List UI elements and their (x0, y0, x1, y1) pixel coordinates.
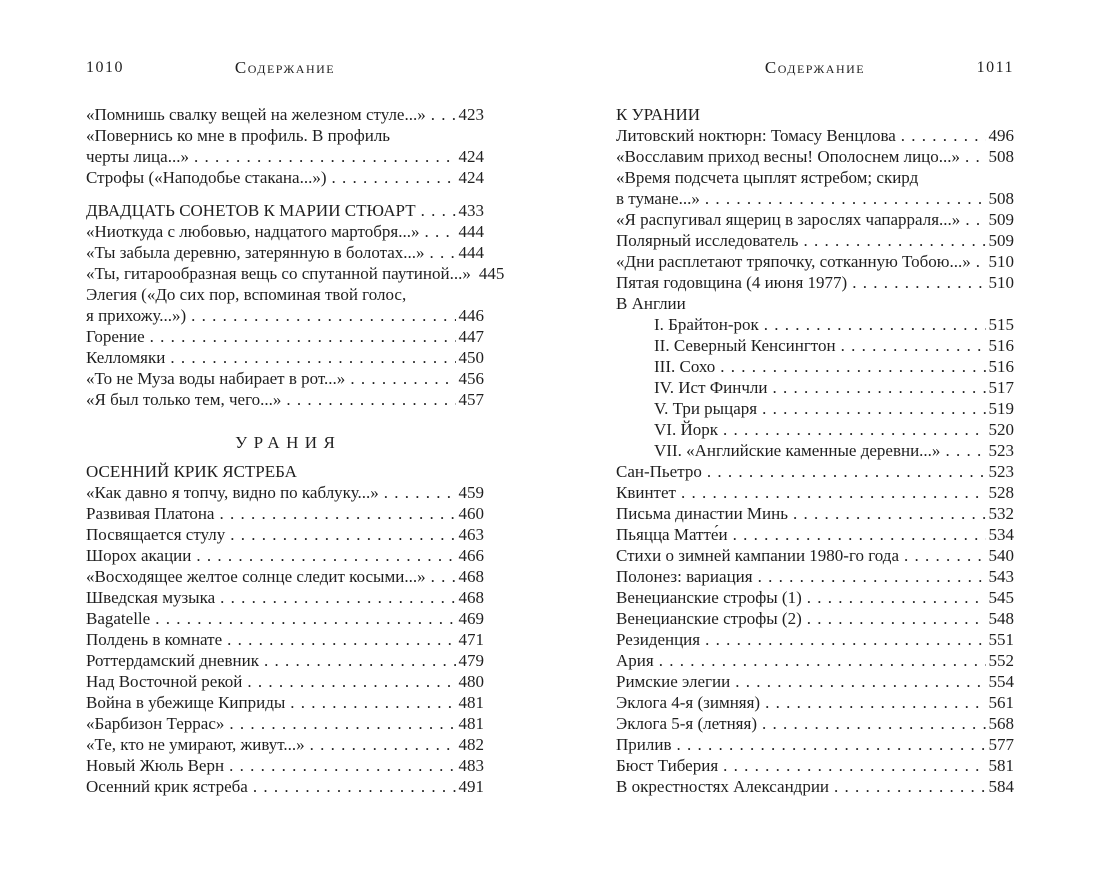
toc-entry (86, 671, 484, 692)
toc-entry-title: Элегия («До сих пор, вспоминая твой голос, (86, 285, 407, 304)
toc-entry (616, 650, 1014, 671)
toc-entry-title: Сан-Пьетро (616, 462, 702, 481)
toc-entry-title: «Барбизон Террас» (86, 714, 225, 733)
dot-leader (253, 776, 456, 797)
toc-entry-page: 444 (458, 243, 484, 262)
toc-entry (86, 776, 484, 797)
toc-entry-title: Полярный исследователь (616, 231, 799, 250)
dot-leader (194, 146, 456, 167)
toc-entry-title: Ария (616, 651, 654, 670)
toc-entry-page: 481 (458, 693, 484, 712)
toc-entry-page: 528 (988, 483, 1014, 502)
toc-entry-title: я прихожу...») (86, 306, 187, 325)
toc-entry-page: 543 (988, 567, 1014, 586)
dot-leader (431, 104, 456, 125)
running-head-left: Содержание (234, 58, 336, 77)
dot-leader (286, 389, 455, 410)
toc-entry-page: 471 (458, 630, 484, 649)
toc-entry-title: «Время подсчета цыплят ястребом; скирд (616, 168, 919, 187)
toc-entry (616, 398, 1014, 419)
toc-entry-page: 517 (988, 378, 1014, 397)
dot-leader (290, 692, 455, 713)
toc-entry-page: 482 (458, 735, 484, 754)
dot-leader (707, 461, 986, 482)
toc-entry-page: 491 (458, 777, 484, 796)
dot-leader (945, 440, 985, 461)
toc-entry (616, 692, 1014, 713)
toc-entry (616, 314, 1014, 335)
toc-entry-page: 523 (988, 462, 1014, 481)
toc-entry (616, 125, 1014, 146)
dot-leader (762, 398, 985, 419)
toc-entry (616, 566, 1014, 587)
toc-entry (616, 503, 1014, 524)
toc-entry-page: 516 (988, 336, 1014, 355)
dot-leader (762, 713, 986, 734)
dot-leader (155, 608, 455, 629)
toc-entry (86, 125, 484, 146)
toc-entry (86, 755, 484, 776)
dot-leader (904, 545, 985, 566)
toc-entry-title: Пятая годовщина (4 июня 1977) (616, 273, 848, 292)
toc-entry-title: Полонез: вариация (616, 567, 753, 586)
toc-entry-title: Новый Жюль Верн (86, 756, 225, 775)
dot-leader (807, 587, 986, 608)
page-left (86, 56, 505, 880)
dot-leader (733, 524, 986, 545)
toc-entry (86, 167, 484, 188)
dot-leader (421, 200, 456, 221)
toc-entry-title: III. Сохо (654, 357, 716, 376)
dot-leader (720, 356, 985, 377)
toc-entry-page: 520 (988, 420, 1014, 439)
toc-entry (616, 734, 1014, 755)
toc-entry (86, 368, 484, 389)
toc-entry (616, 377, 1014, 398)
toc-entry-page: 483 (458, 756, 484, 775)
toc-entry (616, 713, 1014, 734)
toc-entry-page: 463 (458, 525, 484, 544)
toc-entry-page: 510 (988, 273, 1014, 292)
dot-leader (841, 335, 986, 356)
toc-entry (86, 608, 484, 629)
toc-entry-title: В окрестностях Александрии (616, 777, 830, 796)
toc-entry (86, 104, 484, 125)
toc-entry-title: Келломяки (86, 348, 166, 367)
dot-leader (264, 650, 456, 671)
toc-entry (616, 251, 1014, 272)
dot-leader (705, 188, 986, 209)
toc-entry (616, 545, 1014, 566)
toc-entry-title: ДВАДЦАТЬ СОНЕТОВ К МАРИИ СТЮАРТ (86, 201, 416, 220)
toc-entry-page: 554 (988, 672, 1014, 691)
dot-leader (705, 629, 985, 650)
toc-entry-title: V. Три рыцаря (654, 399, 758, 418)
dot-leader (331, 167, 455, 188)
toc-entry-page: 496 (988, 126, 1014, 145)
toc-entry (86, 566, 484, 587)
toc-entry (86, 200, 484, 221)
toc-entry-title: в тумане...» (616, 189, 700, 208)
toc-entry (86, 146, 484, 167)
toc-entry-page: 468 (458, 567, 484, 586)
dot-leader (723, 755, 985, 776)
toc-entry-page: 581 (988, 756, 1014, 775)
dot-leader (773, 377, 986, 398)
dot-leader (220, 587, 455, 608)
toc-entry-title: «Повернись ко мне в профиль. В профиль (86, 126, 391, 145)
toc-entry-title: «Ты забыла деревню, затерянную в болотах...» (86, 243, 425, 262)
part-heading: УРАНИЯ (235, 433, 342, 452)
toc-right (616, 104, 1014, 797)
toc-entry (616, 482, 1014, 503)
toc-entry (616, 419, 1014, 440)
toc-entry (616, 608, 1014, 629)
dot-leader (976, 251, 986, 272)
dot-leader (229, 713, 455, 734)
toc-entry-page: 515 (988, 315, 1014, 334)
toc-entry (86, 713, 484, 734)
toc-entry-page: 561 (988, 693, 1014, 712)
toc-entry-title: «Как давно я топчу, видно по каблуку...» (86, 483, 379, 502)
dot-leader (965, 146, 985, 167)
toc-entry-title: «Ты, гитарообразная вещь со спутанной паутиной...» (86, 264, 471, 283)
toc-entry (86, 734, 484, 755)
dot-leader (764, 314, 986, 335)
toc-entry-page: 447 (458, 327, 484, 346)
toc-entry-page: 450 (458, 348, 484, 367)
dot-leader (310, 734, 456, 755)
toc-entry-page: 445 (478, 264, 505, 283)
toc-entry-title: Венецианские строфы (1) (616, 588, 802, 607)
toc-entry-page: 508 (988, 189, 1014, 208)
toc-entry-title: Литовский ноктюрн: Томасу Венцлова (616, 126, 896, 145)
toc-entry-page: 552 (988, 651, 1014, 670)
toc-entry-page: 519 (988, 399, 1014, 418)
toc-entry-title: Стихи о зимней кампании 1980-го года (616, 546, 900, 565)
toc-entry-title: I. Брайтон-рок (654, 315, 759, 334)
toc-entry (616, 461, 1014, 482)
dot-leader (901, 125, 986, 146)
toc-entry-title: К УРАНИИ (616, 105, 701, 124)
toc-entry (616, 356, 1014, 377)
toc-entry-title: «Я был только тем, чего...» (86, 390, 282, 409)
toc-entry-page: 424 (458, 168, 484, 187)
toc-entry-title: Шведская музыка (86, 588, 216, 607)
toc-entry-title: Развивая Платона (86, 504, 215, 523)
toc-entry (86, 650, 484, 671)
toc-entry-title: Полдень в комнате (86, 630, 223, 649)
toc-entry (616, 755, 1014, 776)
toc-entry (86, 242, 484, 263)
dot-leader (430, 242, 456, 263)
dot-leader (659, 650, 986, 671)
toc-entry-page: 457 (458, 390, 484, 409)
toc-entry (616, 104, 1014, 125)
dot-leader (793, 503, 986, 524)
toc-left (86, 104, 505, 797)
dot-leader (758, 566, 986, 587)
toc-entry-page: 466 (458, 546, 484, 565)
toc-entry-page: 424 (458, 147, 484, 166)
toc-entry (616, 524, 1014, 545)
toc-entry (86, 389, 484, 410)
toc-entry (86, 263, 505, 284)
toc-entry-page: 480 (458, 672, 484, 691)
toc-entry (616, 629, 1014, 650)
page-number-right: 1011 (976, 59, 1014, 76)
toc-entry-title: Письма династии Минь (616, 504, 788, 523)
toc-entry-title: VII. «Английские каменные деревни...» (654, 441, 941, 460)
toc-entry-page: 532 (988, 504, 1014, 523)
dot-leader (384, 482, 456, 503)
dot-leader (219, 503, 455, 524)
dot-leader (227, 629, 455, 650)
toc-entry (616, 335, 1014, 356)
toc-entry-title: «То не Муза воды набирает в рот...» (86, 369, 346, 388)
toc-entry (616, 671, 1014, 692)
toc-entry (616, 272, 1014, 293)
toc-entry-title: VI. Йорк (654, 420, 718, 439)
dot-leader (150, 326, 456, 347)
toc-entry-title: «Те, кто не умирают, живут...» (86, 735, 305, 754)
toc-entry-page: 551 (988, 630, 1014, 649)
toc-entry (86, 587, 484, 608)
toc-entry (86, 482, 484, 503)
toc-entry-title: Осенний крик ястреба (86, 777, 248, 796)
toc-entry (616, 293, 1014, 314)
dot-leader (676, 734, 985, 755)
toc-entry-title: черты лица...» (86, 147, 189, 166)
toc-entry-page: 423 (458, 105, 484, 124)
toc-entry-page: 523 (988, 441, 1014, 460)
toc-entry (86, 692, 484, 713)
toc-entry (616, 587, 1014, 608)
dot-leader (350, 368, 455, 389)
toc-entry (616, 230, 1014, 251)
toc-entry (616, 188, 1014, 209)
dot-leader (852, 272, 985, 293)
dot-leader (431, 566, 456, 587)
dot-leader (765, 692, 985, 713)
section-gap (86, 188, 484, 200)
toc-entry-title: «Ниоткуда с любовью, надцатого мартобря...» (86, 222, 420, 241)
dot-leader (735, 671, 985, 692)
toc-entry-page: 460 (458, 504, 484, 523)
toc-entry (616, 167, 1014, 188)
toc-entry-title: Шорох акации (86, 546, 192, 565)
toc-entry (616, 776, 1014, 797)
toc-entry (86, 347, 484, 368)
toc-entry-page: 446 (458, 306, 484, 325)
toc-entry-title: IV. Ист Финчли (654, 378, 768, 397)
toc-entry-title: Над Восточной рекой (86, 672, 243, 691)
toc-entry-title: Эклога 5-я (летняя) (616, 714, 757, 733)
toc-entry (86, 284, 484, 305)
toc-entry-title: Война в убежище Киприды (86, 693, 286, 712)
toc-entry-page: 479 (458, 651, 484, 670)
toc-entry (86, 524, 484, 545)
dot-leader (965, 209, 985, 230)
page-right (616, 56, 1014, 880)
toc-entry-title: «Дни расплетают тряпочку, сотканную Тобою...» (616, 252, 971, 271)
toc-entry-page: 568 (988, 714, 1014, 733)
dot-leader (807, 608, 986, 629)
toc-entry (86, 545, 484, 566)
toc-entry-title: Bagatelle (86, 609, 151, 628)
toc-entry-page: 509 (988, 231, 1014, 250)
toc-entry (86, 326, 484, 347)
toc-entry-title: ОСЕННИЙ КРИК ЯСТРЕБА (86, 462, 297, 481)
toc-entry-title: «Помнишь свалку вещей на железном стуле...» (86, 105, 426, 124)
toc-entry-page: 459 (458, 483, 484, 502)
toc-entry-title: Пьяцца Матте́и (616, 525, 728, 544)
toc-entry (616, 209, 1014, 230)
running-head-right: Содержание (764, 58, 866, 77)
toc-entry-page: 469 (458, 609, 484, 628)
toc-entry-page: 577 (988, 735, 1014, 754)
toc-entry-page: 456 (458, 369, 484, 388)
toc-entry-title: «Я распугивал ящериц в зарослях чапарраля...» (616, 210, 961, 229)
toc-entry-title: В Англии (616, 294, 686, 313)
toc-entry-title: Бюст Тиберия (616, 756, 719, 775)
toc-entry-page: 534 (988, 525, 1014, 544)
dot-leader (196, 545, 455, 566)
toc-entry-title: Строфы («Наподобье стакана...») (86, 168, 327, 187)
dot-leader (247, 671, 455, 692)
page-number-left: 1010 (86, 59, 124, 76)
toc-entry (86, 503, 484, 524)
toc-entry (86, 305, 484, 326)
toc-entry-title: Прилив (616, 735, 672, 754)
dot-leader (723, 419, 986, 440)
toc-entry-page: 540 (988, 546, 1014, 565)
toc-entry-title: Роттердамский дневник (86, 651, 259, 670)
dot-leader (230, 524, 455, 545)
toc-entry-title: «Восходящее желтое солнце следит косыми...» (86, 567, 426, 586)
toc-entry-page: 508 (988, 147, 1014, 166)
toc-entry (86, 221, 484, 242)
toc-entry-page: 584 (988, 777, 1014, 796)
toc-entry-page: 510 (988, 252, 1014, 271)
toc-entry (616, 146, 1014, 167)
toc-entry-title: Резиденция (616, 630, 701, 649)
toc-entry-title: Горение (86, 327, 145, 346)
page-header-right (616, 56, 1014, 80)
dot-leader (191, 305, 455, 326)
toc-entry-page: 545 (988, 588, 1014, 607)
toc-entry-title: Римские элегии (616, 672, 731, 691)
toc-entry (86, 461, 484, 482)
toc-entry-title: Венецианские строфы (2) (616, 609, 802, 628)
toc-entry-title: «Восславим приход весны! Ополоснем лицо...» (616, 147, 961, 166)
dot-leader (424, 221, 455, 242)
toc-entry-title: Эклога 4-я (зимняя) (616, 693, 761, 712)
toc-entry-page: 481 (458, 714, 484, 733)
toc-entry-title: II. Северный Кенсингтон (654, 336, 836, 355)
toc-entry-title: Посвящается стулу (86, 525, 226, 544)
dot-leader (834, 776, 985, 797)
toc-entry-page: 444 (458, 222, 484, 241)
dot-leader (170, 347, 455, 368)
toc-entry (616, 440, 1014, 461)
page-header-left (86, 56, 484, 80)
toc-entry-page: 516 (988, 357, 1014, 376)
toc-entry-page: 509 (988, 210, 1014, 229)
toc-entry-page: 433 (458, 201, 484, 220)
toc-entry-page: 468 (458, 588, 484, 607)
dot-leader (681, 482, 986, 503)
dot-leader (803, 230, 985, 251)
toc-entry (86, 629, 484, 650)
toc-entry-page: 548 (988, 609, 1014, 628)
dot-leader (229, 755, 455, 776)
toc-entry-title: Квинтет (616, 483, 676, 502)
